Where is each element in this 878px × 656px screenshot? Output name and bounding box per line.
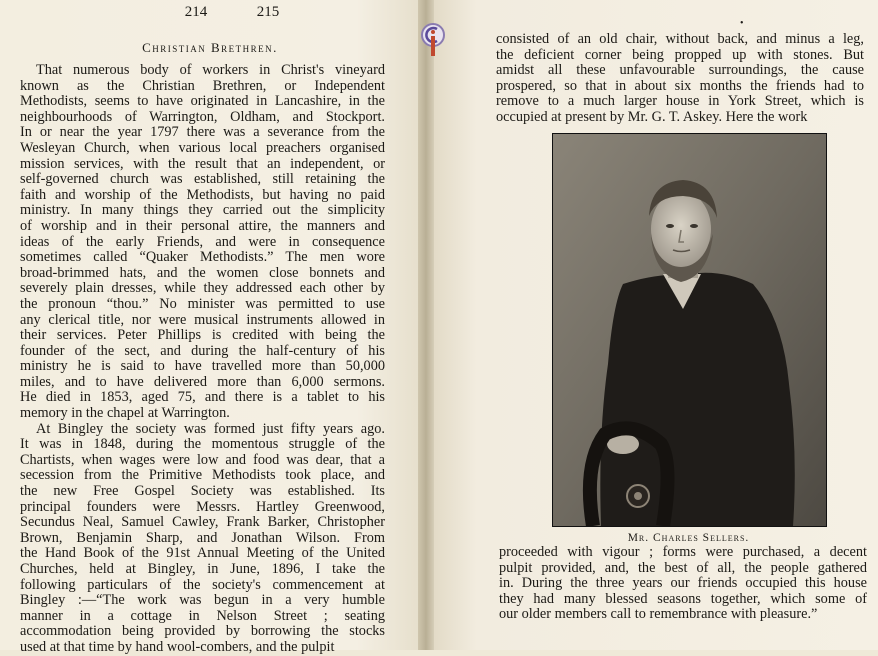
text-line: used at that time by hand wool-combers, and the pulpit — [20, 639, 335, 655]
text-line: in. During the three years our friends occupied this house — [499, 576, 867, 592]
text-line: founder of the sect, and during the half-century of his — [20, 343, 385, 359]
text-line: At Bingley the society was formed just fifty years ago. — [36, 421, 385, 437]
text-line: the deficient corner being propped up with stones. But — [496, 47, 864, 63]
text-line: the new Free Gospel Society was established. Its — [20, 484, 385, 500]
text-line: ministry. In many things they carried out the simplicity — [20, 203, 385, 219]
text-line: amidst all these unfavourable surroundings, the cause — [496, 63, 864, 79]
library-stamp-icon — [420, 22, 446, 58]
chapter-heading: Christian Brethren. — [142, 40, 278, 55]
text-line: Bingley :—“The work was begun in a very humble — [20, 593, 385, 609]
text-line: manner in a cottage in Nelson Street ; seating — [20, 608, 385, 624]
right-top-text — [496, 32, 864, 126]
text-line: mission services, with the result that an independent, or — [20, 156, 385, 172]
text-line: remove to a much larger house in York Street, which is — [496, 94, 864, 110]
text-line: Methodists, seems to have originated in Lancashire, in the — [20, 94, 385, 110]
text-line: That numerous body of workers in Christ's vineyard — [36, 63, 385, 78]
text-line: the pronoun “thou.” No minister was permitted to use — [20, 296, 385, 312]
left-body-text — [20, 63, 385, 656]
text-line: severely plain dresses, while they addressed each other by — [20, 281, 385, 297]
text-line: consisted of an old chair, without back, and minus a leg, — [496, 32, 864, 47]
text-line: It was in 1848, during the momentous struggle of the — [20, 437, 385, 453]
book-gutter — [418, 0, 434, 650]
text-line: following particulars of the society's commencement at — [20, 577, 385, 593]
text-line: memory in the chapel at Warrington. — [20, 406, 230, 422]
portrait-caption: Mr. Charles Sellers. — [627, 532, 750, 544]
text-line: the Hand Book of the 91st Annual Meeting of the United — [20, 546, 385, 562]
text-line: our older members call to remembrance with pleasure.” — [499, 607, 818, 623]
text-line: ministry he is said to have travelled more than 50,000 — [20, 359, 385, 375]
text-line: neighbourhoods of Warrington, Oldham, and Stockport. — [20, 109, 385, 125]
text-line: self-governed church was established, still retaining the — [20, 172, 385, 188]
text-line: sometimes called “Quaker Methodists.” The men wore — [20, 250, 385, 266]
text-line: their services. Peter Phillips is credited with being the — [20, 328, 385, 344]
text-line: proceeded with vigour ; forms were purchased, a decent — [499, 545, 867, 560]
text-line: occupied at present by Mr. G. T. Askey. Here the work — [496, 109, 808, 125]
text-line: accommodation being provided by borrowing the stocks — [20, 624, 385, 640]
text-line: any clerical title, nor were musical instruments allowed in — [20, 312, 385, 328]
text-line: known as the Christian Brethren, or Independent — [20, 78, 385, 94]
text-line: they had many blessed seasons together, which some of — [499, 591, 867, 607]
text-line: Churches, held at Bingley, in June, 1896, I take the — [20, 562, 385, 577]
right-bottom-text — [499, 545, 867, 623]
portrait-photograph — [552, 133, 827, 527]
text-line: secession from the Primitive Methodists took place, and — [20, 468, 385, 484]
text-line: Wesleyan Church, when various local preachers organised — [20, 140, 385, 156]
text-line: In or near the year 1797 there was a severance from the — [20, 125, 385, 141]
left-page-number: 214 — [184, 4, 208, 20]
text-line: ideas of the early Friends, and were in consequence — [20, 234, 385, 250]
text-line: faith and worship of the Methodists, but having no paid — [20, 187, 385, 203]
text-line: pulpit provided, and, the best of all, the people gathered — [499, 560, 867, 576]
text-line: principal founders were Messrs. Hartley Greenwood, — [20, 499, 385, 515]
text-line: prospered, so that in about six months the friends had to — [496, 78, 864, 94]
text-line: broad-brimmed hats, and the women close bonnets and — [20, 265, 385, 281]
text-line: Chartists, when wages were low and food was dear, that a — [20, 452, 385, 468]
text-line: of worship and in their personal attire, the manners and — [20, 218, 385, 234]
text-line: He died in 1853, aged 75, and there is a tablet to his — [20, 390, 385, 406]
text-line: Secundus Neal, Samuel Cawley, Frank Barker, Christopher — [20, 515, 385, 531]
text-line: miles, and to have delivered more than 6,000 sermons. — [20, 374, 385, 390]
text-line: Brown, Benjamin Sharp, and Jonathan Wilson. From — [20, 530, 385, 546]
printer-mark-icon: • — [740, 18, 744, 29]
right-page-number: 215 — [256, 4, 280, 20]
